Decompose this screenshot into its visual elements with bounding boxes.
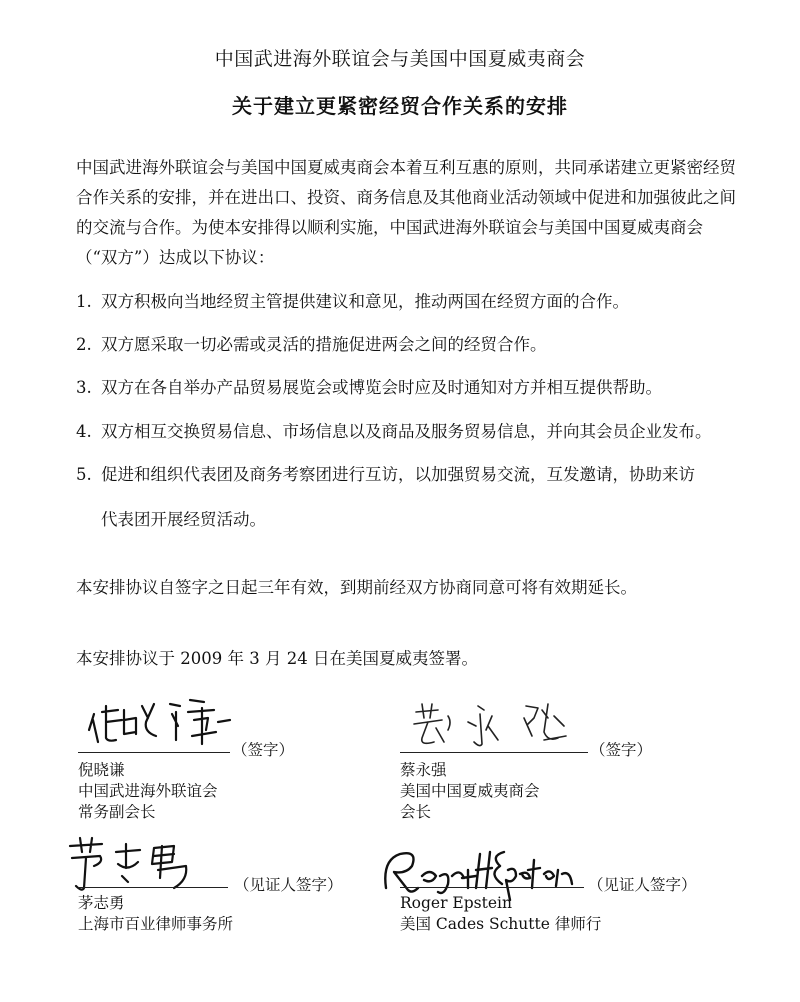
- signatory-title-right-top: 会长: [400, 803, 432, 821]
- agreement-item-3: [76, 373, 746, 403]
- agreement-item-5: [76, 460, 746, 490]
- item-text: 双方愿采取一切必需或灵活的措施促进两会之间的经贸合作。: [101, 335, 547, 354]
- signatory-title-left-top: 常务副会长: [78, 803, 156, 821]
- intro-paragraph: 中国武进海外联谊会与美国中国夏威夷商会本着互利互惠的原则，共同承诺建立更紧密经贸合作关系的安排，并在进出口、投资、商务信息及其他商业活动领域中促进和加强彼此之间的交流与合作。为使本安排得以顺利实施，中国武进海外联谊会与美国中国夏威夷商会（“双方”）达成以下协议：: [76, 158, 736, 267]
- item-text: 双方积极向当地经贸主管提供建议和意见，推动两国在经贸方面的合作。: [101, 292, 629, 311]
- item-number: 5.: [76, 465, 92, 484]
- signatory-org-left-bottom: 上海市百业律师事务所: [78, 915, 234, 933]
- signatory-org-right-bottom: 美国 Cades Schutte 律师行: [400, 915, 602, 933]
- handwritten-signature-left-top: [84, 692, 244, 752]
- item-number: 3.: [76, 378, 92, 397]
- item-text-continued: 代表团开展经贸活动。: [101, 510, 266, 529]
- signature-line-right-bottom: [400, 887, 584, 888]
- signatory-name-right-top: 蔡永强: [400, 761, 447, 779]
- signature-mark-left-top: （签字）: [232, 741, 295, 759]
- signatory-org-right-top: 美国中国夏威夷商会: [400, 782, 540, 800]
- item-text: 双方相互交换贸易信息、市场信息以及商品及服务贸易信息，并向其会员企业发布。: [101, 422, 712, 441]
- handwritten-signature-left-bottom: [62, 832, 222, 894]
- item-number: 1.: [76, 292, 92, 311]
- signing-paragraph: 本安排协议于 2009 年 3 月 24 日在美国夏威夷签署。: [76, 649, 478, 668]
- signature-line-left-top: [78, 752, 230, 753]
- validity-paragraph: 本安排协议自签字之日起三年有效，到期前经双方协商同意可将有效期延长。: [76, 578, 637, 597]
- agreement-item-4: [76, 417, 746, 447]
- agreement-item-5-continued: [76, 505, 746, 535]
- agreement-item-1: [76, 287, 746, 317]
- signatory-name-right-bottom: Roger Epstein: [400, 894, 512, 912]
- signature-line-right-top: [400, 752, 588, 753]
- signatory-org-left-top: 中国武进海外联谊会: [78, 782, 218, 800]
- agreement-item-2: [76, 330, 746, 360]
- document-title-line1: 中国武进海外联谊会与美国中国夏威夷商会: [214, 48, 586, 70]
- item-number: 4.: [76, 422, 92, 441]
- document-title-line2: 关于建立更紧密经贸合作关系的安排: [232, 94, 568, 118]
- signatory-name-left-top: 倪晓谦: [78, 761, 125, 779]
- signature-mark-right-bottom: （见证人签字）: [588, 876, 697, 894]
- item-text: 双方在各自举办产品贸易展览会或博览会时应及时通知对方并相互提供帮助。: [101, 378, 662, 397]
- item-number: 2.: [76, 335, 92, 354]
- signature-mark-left-bottom: （见证人签字）: [234, 876, 343, 894]
- signatory-name-left-bottom: 茅志勇: [78, 894, 125, 912]
- signature-line-left-bottom: [78, 887, 228, 888]
- signature-mark-right-top: （签字）: [590, 741, 653, 759]
- handwritten-signature-right-top: [408, 696, 588, 756]
- item-text: 促进和组织代表团及商务考察团进行互访，以加强贸易交流，互发邀请，协助来访: [101, 465, 695, 484]
